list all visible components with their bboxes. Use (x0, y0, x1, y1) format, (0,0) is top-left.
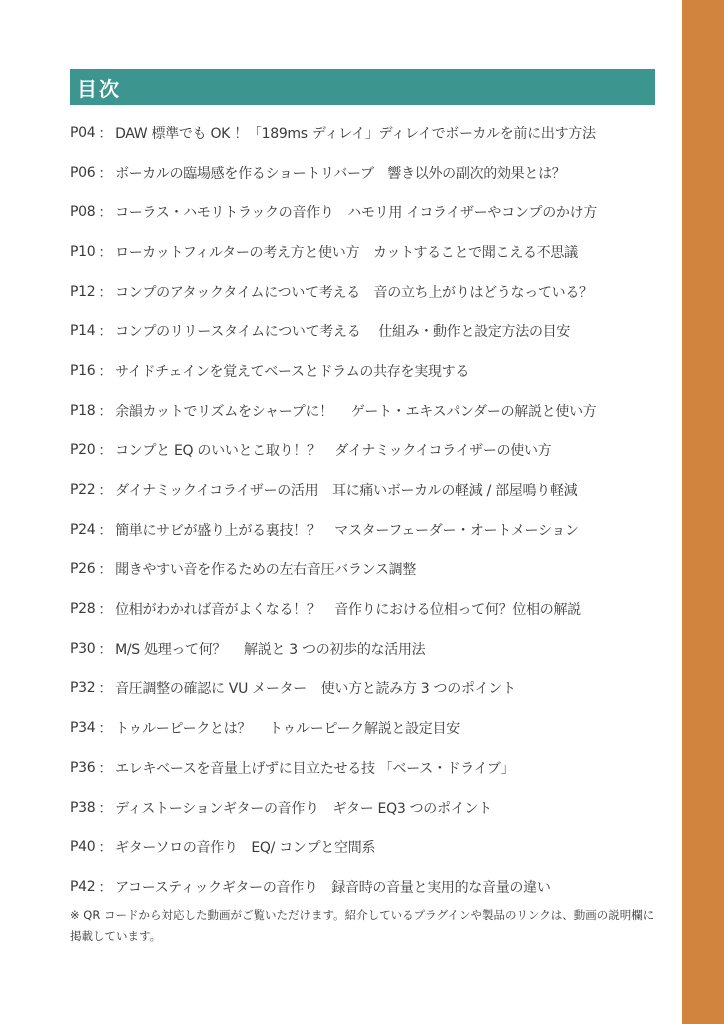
toc-separator: ： (98, 760, 113, 777)
toc-item (70, 232, 655, 272)
toc-item (70, 351, 655, 391)
toc-separator: ： (98, 681, 113, 698)
toc-entry-title: M/S 処理って何？ 解説と 3 つの初歩的な活用法 (115, 641, 426, 658)
toc-entry-title: トゥルーピークとは？ トゥルーピーク解説と設定目安 (115, 721, 460, 738)
toc-entry-title: アコースティックギターの音作り 録音時の音量と実用的な音量の違い (115, 879, 551, 896)
toc-entry-title: ギターソロの音作り EQ/ コンプと空間系 (115, 840, 376, 857)
toc-page-number: P22 (70, 482, 96, 499)
toc-item (70, 708, 655, 748)
toc-separator: ： (98, 522, 113, 539)
toc-entry-title: コンプのリリースタイムについて考える 仕組み・動作と設定方法の目安 (115, 324, 571, 341)
toc-entry-title: ローカットフィルターの考え方と使い方 カットすることで聞こえる不思議 (115, 244, 578, 261)
toc-page-number: P42 (70, 878, 96, 895)
toc-page-number: P08 (70, 204, 96, 221)
toc-entry-title: エレキベースを音量上げずに目立たせる技 「ベース・ドライブ」 (115, 760, 515, 777)
toc-page-number: P10 (70, 243, 96, 260)
toc-page-number: P16 (70, 362, 96, 379)
toc-separator: ： (98, 284, 113, 301)
toc-item (70, 788, 655, 828)
toc-separator: ： (98, 840, 113, 857)
toc-entry-title: コーラス・ハモリトラックの音作り ハモリ用 イコライザーやコンプのかけ方 (115, 205, 598, 222)
toc-item (70, 470, 655, 510)
toc-separator: ： (98, 602, 113, 619)
toc-item (70, 431, 655, 471)
toc-item (70, 629, 655, 669)
toc-separator: ： (98, 324, 113, 341)
toc-page-number: P40 (70, 839, 96, 856)
table-of-contents (70, 69, 655, 899)
toc-item (70, 867, 655, 907)
toc-page-number: P32 (70, 680, 96, 697)
toc-entry-title: コンプのアタックタイムについて考える 音の立ち上がりはどうなっている？ (115, 284, 593, 301)
toc-page-number: P06 (70, 164, 96, 181)
toc-entry-title: ディストーションギターの音作り ギター EQ3 つのポイント (115, 800, 492, 817)
toc-separator: ： (98, 879, 113, 896)
toc-page-number: P18 (70, 402, 96, 419)
toc-page-number: P34 (70, 720, 96, 737)
toc-item (70, 550, 655, 590)
toc-page-number: P20 (70, 442, 96, 459)
toc-entry-title: 位相がわかれば音がよくなる！？ 音作りにおける位相って何？位相の解説 (115, 602, 581, 619)
toc-title-bar (70, 69, 655, 105)
toc-page-number: P24 (70, 521, 96, 538)
toc-entry-title: 音圧調整の確認に VU メーター 使い方と読み方 3 つのポイント (115, 681, 516, 698)
toc-entry-title: 余韻カットでリズムをシャープに！ ゲート・エキスパンダーの解説と使い方 (115, 403, 597, 420)
toc-page-number: P38 (70, 799, 96, 816)
toc-item (70, 669, 655, 709)
toc-separator: ： (98, 125, 113, 142)
toc-separator: ： (98, 205, 113, 222)
footnote: ※ QR コードから対応した動画がご覧いただけます。紹介しているプラグインや製品のリンクは、動画の説明欄に掲載しています。 (70, 908, 655, 943)
toc-item (70, 391, 655, 431)
toc-item (70, 272, 655, 312)
toc-separator: ： (98, 363, 113, 380)
toc-page-number: P36 (70, 759, 96, 776)
toc-item (70, 153, 655, 193)
toc-page-number: P28 (70, 601, 96, 618)
toc-item (70, 510, 655, 550)
toc-separator: ： (98, 483, 113, 500)
toc-entry-title: 簡単にサビが盛り上がる裏技！？ マスターフェーダー・オートメーション (115, 522, 579, 539)
toc-separator: ： (98, 800, 113, 817)
toc-separator: ： (98, 641, 113, 658)
toc-page-number: P14 (70, 323, 96, 340)
toc-entry-title: ボーカルの臨場感を作るショートリバーブ 響き以外の副次的効果とは？ (115, 165, 566, 182)
toc-entry-title: コンプと EQ のいいとこ取り！？ ダイナミックイコライザーの使い方 (115, 443, 552, 460)
toc-separator: ： (98, 165, 113, 182)
toc-title: 目次 (77, 76, 121, 101)
toc-item (70, 192, 655, 232)
toc-separator: ： (98, 721, 113, 738)
toc-entry-title: DAW 標準でも OK ！「189ms ディレイ」ディレイでボーカルを前に出す方法 (115, 125, 596, 142)
toc-item (70, 748, 655, 788)
toc-page-number: P12 (70, 283, 96, 300)
side-color-strip (682, 0, 724, 1024)
toc-item (70, 589, 655, 629)
toc-item (70, 311, 655, 351)
toc-separator: ： (98, 244, 113, 261)
toc-entry-title: ダイナミックイコライザーの活用 耳に痛いボーカルの軽減 / 部屋鳴り軽減 (115, 483, 578, 500)
toc-page-number: P30 (70, 640, 96, 657)
toc-separator: ： (98, 562, 113, 579)
toc-separator: ： (98, 443, 113, 460)
toc-page-number: P04 (70, 124, 96, 141)
toc-separator: ： (98, 403, 113, 420)
toc-item (70, 113, 655, 153)
toc-item (70, 827, 655, 867)
toc-page-number: P26 (70, 561, 96, 578)
toc-list (70, 113, 655, 907)
toc-entry-title: サイドチェインを覚えてベースとドラムの共存を実現する (115, 363, 470, 380)
toc-entry-title: 聞きやすい音を作るための左右音圧バランス調整 (115, 562, 417, 579)
